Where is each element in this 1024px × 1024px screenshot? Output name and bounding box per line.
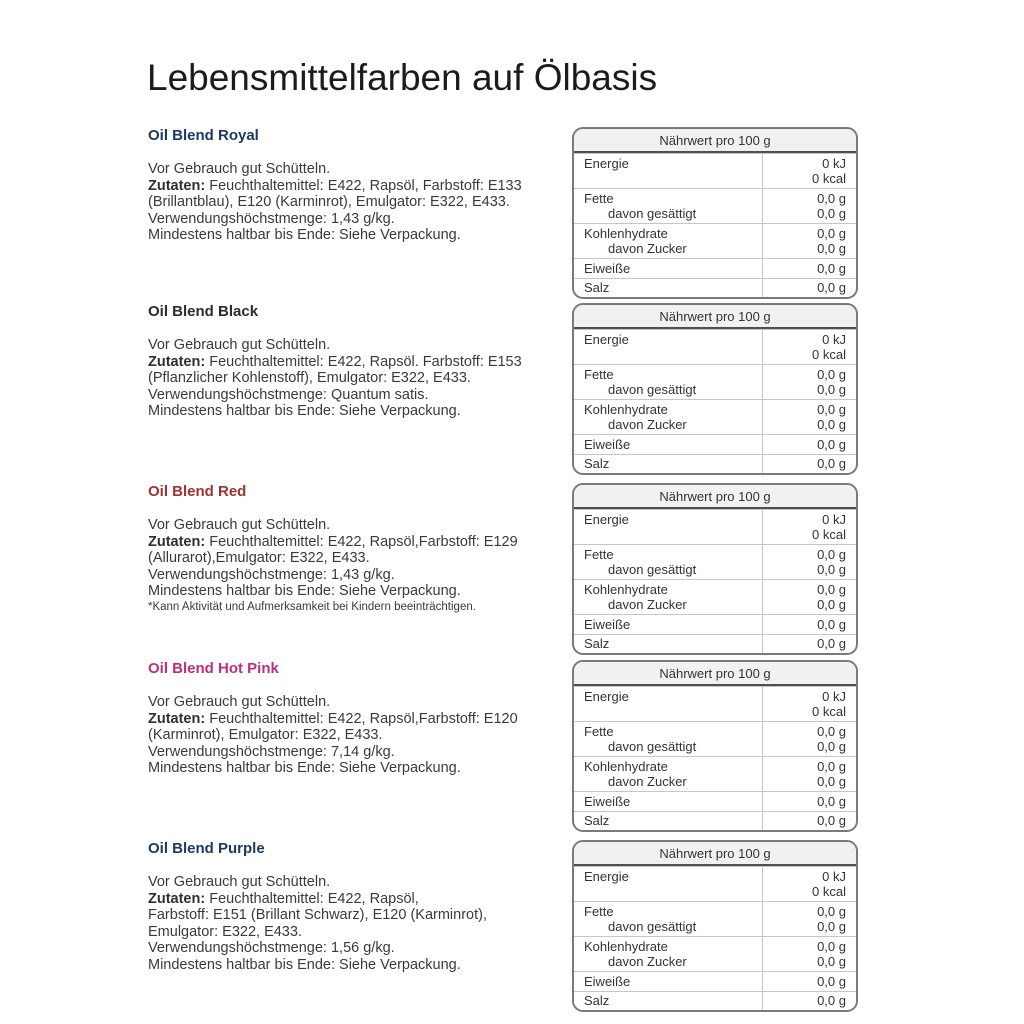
nutrition-table-header: Nährwert pro 100 g: [574, 485, 856, 509]
nutrient-value: 0,0 g: [817, 417, 846, 432]
nutrient-sublabel: davon Zucker: [608, 597, 687, 612]
nutrient-value: 0,0 g: [817, 581, 846, 597]
nutrient-sublabel: davon Zucker: [608, 954, 687, 969]
nutrient-value: 0,0 g: [817, 225, 846, 241]
usage-limit-line: Verwendungshöchstmenge: 1,56 g/kg.: [148, 940, 395, 956]
ingredients-text: Feuchthaltemittel: E422, Rapsöl,Farbstoff: E129: [209, 533, 518, 550]
nutrition-row-fette: [574, 364, 856, 399]
nutrient-value: 0,0 g: [817, 758, 846, 774]
ingredients-continuation: (Pflanzlicher Kohlenstoff), Emulgator: E322, E433.: [148, 370, 471, 386]
ingredients-continuation: Farbstoff: E151 (Brillant Schwarz), E120 (Karminrot),: [148, 907, 487, 923]
nutrition-row-energie: [574, 329, 856, 364]
nutrient-label: Fette: [584, 190, 614, 206]
usage-limit-line: Verwendungshöchstmenge: 1,43 g/kg.: [148, 210, 395, 227]
nutrient-value: 0 kJ: [822, 155, 846, 171]
nutrient-label: Energie: [584, 868, 629, 884]
nutrient-label: Eiweiße: [584, 793, 631, 809]
nutrient-value: 0,0 g: [817, 401, 846, 417]
product-name: Oil Blend Hot Pink: [148, 660, 279, 677]
nutrient-value: 0,0 g: [817, 938, 846, 954]
nutrient-label: Salz: [584, 813, 610, 828]
shake-instruction: Vor Gebrauch gut Schütteln.: [148, 694, 331, 710]
nutrient-value: 0,0 g: [817, 954, 846, 969]
nutrient-sublabel: davon Zucker: [608, 417, 687, 432]
ingredients-continuation: Emulgator: E322, E433.: [148, 923, 302, 940]
ingredients-line: [148, 891, 568, 908]
nutrient-label: Energie: [584, 511, 629, 527]
ingredients-line: [148, 711, 568, 728]
nutrition-table: [572, 303, 858, 475]
shake-instruction: Vor Gebrauch gut Schütteln.: [148, 337, 331, 353]
nutrient-value: 0 kcal: [812, 347, 846, 362]
nutrient-value: 0,0 g: [817, 774, 846, 789]
nutrient-value: 0 kcal: [812, 171, 846, 186]
nutrient-value: 0,0 g: [817, 280, 846, 295]
ingredients-text: Feuchthaltemittel: E422, Rapsöl,Farbstoff: E120: [209, 710, 518, 727]
nutrient-sublabel: davon gesättigt: [608, 919, 697, 934]
usage-limit-line: Verwendungshöchstmenge: 7,14 g/kg.: [148, 743, 395, 760]
nutrient-label: Kohlenhydrate: [584, 938, 668, 954]
nutrient-label: Kohlenhydrate: [584, 401, 668, 417]
nutrient-sublabel: davon gesättigt: [608, 739, 697, 754]
nutrient-value: 0,0 g: [817, 382, 846, 397]
nutrient-label: Fette: [584, 903, 614, 919]
nutrient-label: Eiweiße: [584, 260, 631, 276]
nutrition-row-energie: [574, 509, 856, 544]
nutrient-value: 0,0 g: [817, 636, 846, 651]
nutrient-label: Kohlenhydrate: [584, 225, 668, 241]
nutrient-value: 0,0 g: [817, 546, 846, 562]
nutrition-row-fette: [574, 721, 856, 756]
ingredients-text: Feuchthaltemittel: E422, Rapsöl. Farbstoff: E153: [209, 353, 522, 370]
nutrition-row-salz: [574, 634, 856, 654]
nutrient-value: 0,0 g: [817, 260, 846, 276]
shelf-life-line: Mindestens haltbar bis Ende: Siehe Verpackung.: [148, 227, 461, 243]
shake-instruction: Vor Gebrauch gut Schütteln.: [148, 161, 331, 177]
nutrient-label: Fette: [584, 366, 614, 382]
nutrition-row-eiweisse: [574, 971, 856, 991]
nutrient-label: Salz: [584, 456, 610, 471]
nutrient-value: 0,0 g: [817, 813, 846, 828]
nutrition-table-header: Nährwert pro 100 g: [574, 305, 856, 329]
nutrient-value: 0,0 g: [817, 903, 846, 919]
nutrient-value: 0,0 g: [817, 436, 846, 452]
ingredients-line: [148, 178, 568, 195]
ingredients-line: [148, 354, 568, 371]
nutrient-value: 0,0 g: [817, 919, 846, 934]
nutrient-value: 0,0 g: [817, 723, 846, 739]
nutrient-value: 0,0 g: [817, 597, 846, 612]
ingredients-continuation: (Brillantblau), E120 (Karminrot), Emulgator: E322, E433.: [148, 194, 510, 210]
ingredients-label: Zutaten:: [148, 533, 206, 550]
nutrition-row-kohlenhydrate: [574, 223, 856, 258]
nutrition-table: [572, 127, 858, 299]
ingredients-continuation: (Karminrot), Emulgator: E322, E433.: [148, 727, 383, 743]
product-description: [148, 840, 568, 973]
nutrient-value: 0,0 g: [817, 190, 846, 206]
nutrient-label: Kohlenhydrate: [584, 581, 668, 597]
nutrient-value: 0,0 g: [817, 993, 846, 1008]
product-name: Oil Blend Red: [148, 483, 247, 500]
product-description: [148, 660, 568, 777]
nutrient-value: 0,0 g: [817, 739, 846, 754]
nutrient-value: 0,0 g: [817, 793, 846, 809]
product-description: [148, 483, 568, 615]
shelf-life-line: Mindestens haltbar bis Ende: Siehe Verpackung.: [148, 760, 461, 776]
nutrient-value: 0 kcal: [812, 884, 846, 899]
usage-limit-line: Verwendungshöchstmenge: Quantum satis.: [148, 386, 429, 403]
nutrition-row-kohlenhydrate: [574, 579, 856, 614]
usage-limit-line: Verwendungshöchstmenge: 1,43 g/kg.: [148, 566, 395, 583]
nutrient-value: 0,0 g: [817, 562, 846, 577]
nutrient-sublabel: davon gesättigt: [608, 206, 697, 221]
nutrition-table-header: Nährwert pro 100 g: [574, 129, 856, 153]
shake-instruction: Vor Gebrauch gut Schütteln.: [148, 874, 331, 890]
nutrient-value: 0 kJ: [822, 688, 846, 704]
warning-footnote: *Kann Aktivität und Aufmerksamkeit bei Kindern beeinträchtigen.: [148, 600, 476, 613]
ingredients-continuation: (Allurarot),Emulgator: E322, E433.: [148, 550, 370, 566]
nutrient-value: 0,0 g: [817, 241, 846, 256]
ingredients-label: Zutaten:: [148, 710, 206, 727]
nutrient-label: Eiweiße: [584, 973, 631, 989]
nutrition-row-kohlenhydrate: [574, 756, 856, 791]
nutrient-label: Salz: [584, 280, 610, 295]
nutrition-row-kohlenhydrate: [574, 936, 856, 971]
nutrition-row-salz: [574, 991, 856, 1011]
nutrient-sublabel: davon gesättigt: [608, 562, 697, 577]
nutrition-row-energie: [574, 866, 856, 901]
nutrient-value: 0,0 g: [817, 616, 846, 632]
shake-instruction: Vor Gebrauch gut Schütteln.: [148, 517, 331, 533]
nutrient-label: Energie: [584, 688, 629, 704]
nutrient-label: Fette: [584, 723, 614, 739]
nutrient-value: 0 kcal: [812, 527, 846, 542]
product-name: Oil Blend Purple: [148, 840, 265, 857]
product-description: [148, 303, 568, 420]
nutrient-label: Eiweiße: [584, 616, 631, 632]
nutrition-row-fette: [574, 188, 856, 223]
nutrient-label: Fette: [584, 546, 614, 562]
nutrient-sublabel: davon Zucker: [608, 241, 687, 256]
nutrient-label: Salz: [584, 636, 610, 651]
nutrient-value: 0,0 g: [817, 456, 846, 471]
nutrition-row-fette: [574, 901, 856, 936]
nutrition-table-header: Nährwert pro 100 g: [574, 662, 856, 686]
nutrient-value: 0 kJ: [822, 511, 846, 527]
nutrition-row-salz: [574, 811, 856, 831]
ingredients-line: [148, 534, 568, 551]
nutrient-label: Energie: [584, 155, 629, 171]
nutrient-value: 0 kcal: [812, 704, 846, 719]
ingredients-label: Zutaten:: [148, 353, 206, 370]
nutrition-row-energie: [574, 153, 856, 188]
nutrient-sublabel: davon Zucker: [608, 774, 687, 789]
nutrient-value: 0,0 g: [817, 206, 846, 221]
shelf-life-line: Mindestens haltbar bis Ende: Siehe Verpackung.: [148, 403, 461, 419]
nutrition-row-salz: [574, 454, 856, 474]
ingredients-label: Zutaten:: [148, 177, 206, 194]
nutrition-row-energie: [574, 686, 856, 721]
shelf-life-line: Mindestens haltbar bis Ende: Siehe Verpackung.: [148, 583, 461, 599]
nutrient-value: 0 kJ: [822, 868, 846, 884]
nutrition-row-fette: [574, 544, 856, 579]
product-name: Oil Blend Royal: [148, 127, 259, 144]
product-name: Oil Blend Black: [148, 303, 259, 320]
nutrient-value: 0 kJ: [822, 331, 846, 347]
nutrient-value: 0,0 g: [817, 973, 846, 989]
nutrition-row-kohlenhydrate: [574, 399, 856, 434]
ingredients-label: Zutaten:: [148, 890, 206, 907]
page-title: Lebensmittelfarben auf Ölbasis: [147, 57, 658, 98]
nutrition-row-salz: [574, 278, 856, 298]
shelf-life-line: Mindestens haltbar bis Ende: Siehe Verpackung.: [148, 956, 461, 973]
nutrient-sublabel: davon gesättigt: [608, 382, 697, 397]
nutrition-table: [572, 483, 858, 655]
nutrient-value: 0,0 g: [817, 366, 846, 382]
nutrition-table: [572, 840, 858, 1012]
nutrient-label: Kohlenhydrate: [584, 758, 668, 774]
nutrient-label: Eiweiße: [584, 436, 631, 452]
nutrition-row-eiweisse: [574, 614, 856, 634]
nutrition-table-header: Nährwert pro 100 g: [574, 842, 856, 866]
ingredients-text: Feuchthaltemittel: E422, Rapsöl,: [209, 890, 419, 907]
product-description: [148, 127, 568, 244]
nutrition-row-eiweisse: [574, 258, 856, 278]
nutrition-table: [572, 660, 858, 832]
ingredients-text: Feuchthaltemittel: E422, Rapsöl, Farbstoff: E133: [209, 177, 522, 194]
nutrition-row-eiweisse: [574, 791, 856, 811]
nutrient-label: Salz: [584, 993, 610, 1008]
nutrition-row-eiweisse: [574, 434, 856, 454]
nutrient-label: Energie: [584, 331, 629, 347]
